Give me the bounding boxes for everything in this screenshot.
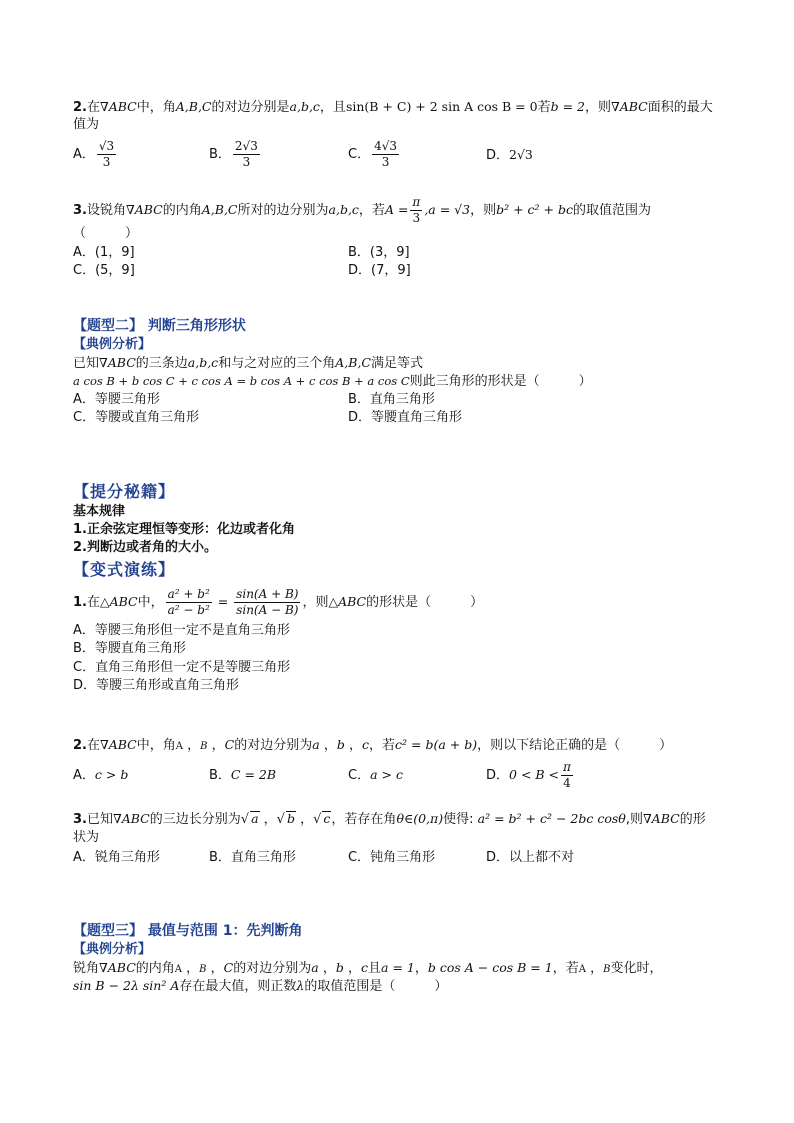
option-d: D．以上都不对 xyxy=(486,850,575,865)
option-a: A．(1，9] xyxy=(73,245,135,260)
option-c: C．钝角三角形 xyxy=(348,850,436,865)
expression: sin B − 2λ sin² A xyxy=(73,978,180,993)
option-b: B．等腰直角三角形 xyxy=(73,641,186,656)
type-3-question-line-1: 锐角∇ABC的内角A ，B ，C的对边分别为a ，b ，c且a = 1，b cos A − cos B = 1，若A ，B变化时， xyxy=(73,960,663,976)
practice-3-line-2: 状为 xyxy=(73,830,100,845)
option-b: B．(3，9] xyxy=(348,245,410,260)
option-a: A． $\frac{√3}{3}$ xyxy=(73,139,115,169)
type-2-question-line-2: a cos B + b cos C + c cos A = b cos A + c cos B + a cos C则此三角形的形状是（ ） xyxy=(73,374,592,389)
option-d: D．等腰三角形或直角三角形 xyxy=(73,678,240,693)
equation: c² = b(a + b) xyxy=(395,737,478,752)
type-3-question-line-2: sin B − 2λ sin² A存在最大值，则正数λ的取值范围是（ ） xyxy=(73,978,448,994)
option-d: D．(7，9] xyxy=(348,263,411,278)
question-3-line-1: 3.设锐角∇ABC的内角A,B,C所对的边分别为a,b,c，若A = $\frac{\pi}{3}$ ,a = √3，则b² + c² + bc的取值范围为 xyxy=(73,195,651,225)
question-number: 3. xyxy=(73,812,87,827)
tips-heading: 【提分秘籍】 xyxy=(73,482,176,501)
question-2-line-1: 2.在∇ABC中，角A,B,C的对边分别是a,b,c，且sin(B + C) + 2 sin A cos B = 0若b = 2，则∇ABC面积的最大 xyxy=(73,99,713,115)
option-a: A．c > b xyxy=(73,767,129,783)
option-a: A．等腰三角形但一定不是直角三角形 xyxy=(73,623,290,638)
rule-1: 1.正余弦定理恒等变形：化边或者化角 xyxy=(73,522,295,537)
option-a: A．锐角三角形 xyxy=(73,850,160,865)
answer-paren: （ ） xyxy=(73,226,139,241)
option-b: B．直角三角形 xyxy=(348,392,435,407)
option-c: C．a > c xyxy=(348,767,403,783)
practice-1-question: 1.在△ABC中， $\frac{\text{a² + b²}}{\text{a² − b²}}$ = $\frac{\sin(A + B)}{\sin(A - B)}$ ，则△ABC的形状是（ ） xyxy=(73,587,484,617)
option-a: A．等腰三角形 xyxy=(73,392,160,407)
option-c: C． $\frac{4√3}{3}$ xyxy=(348,139,397,169)
practice-3-line-1: 3.已知∇ABC的三边长分别为√ a ，√ b ，√ c，若存在角θ∈(0,π)使得: a² = b² + c² − 2bc cosθ,则∇ABC的形 xyxy=(73,811,706,827)
option-c: C．(5，9] xyxy=(73,263,135,278)
equation: sin(B + C) + 2 sin A cos B = 0 xyxy=(345,99,538,114)
option-c: C．直角三角形但一定不是等腰三角形 xyxy=(73,660,291,675)
practice-heading: 【变式演练】 xyxy=(73,560,176,579)
option-d: D．等腰直角三角形 xyxy=(348,410,463,425)
section-title-type-2: 【题型二】 判断三角形形状 xyxy=(73,318,246,334)
type-2-question-line-1: 已知∇ABC的三条边a,b,c和与之对应的三个角A,B,C满足等式 xyxy=(73,355,423,371)
question-2-line-2: 值为 xyxy=(73,117,100,132)
basic-rule-label: 基本规律 xyxy=(73,504,126,519)
option-d: D．2√3 xyxy=(486,147,533,163)
question-number: 3. xyxy=(73,203,87,218)
practice-2-question: 2.在∇ABC中，角A ，B ，C的对边分别为a ，b ，c，若c² = b(a + b)，则以下结论正确的是（ ） xyxy=(73,737,673,753)
equation: a cos B + b cos C + c cos A = b cos A + c cos B + a cos C xyxy=(73,374,410,388)
question-number: 2. xyxy=(73,738,87,753)
question-number: 2. xyxy=(73,100,87,115)
option-b: B．C = 2B xyxy=(209,767,277,783)
typical-analysis-heading: 【典例分析】 xyxy=(73,337,152,352)
section-title-type-3: 【题型三】 最值与范围 1：先判断角 xyxy=(73,923,303,939)
option-d: D．0 < B < $\frac{\pi}{4}$ xyxy=(486,760,571,790)
option-b: B．直角三角形 xyxy=(209,850,296,865)
question-number: 1. xyxy=(73,595,87,610)
option-b: B． $\frac{2√3}{3}$ xyxy=(209,139,258,169)
typical-analysis-heading: 【典例分析】 xyxy=(73,942,152,957)
rule-2: 2.判断边或者角的大小。 xyxy=(73,540,217,555)
option-c: C．等腰或直角三角形 xyxy=(73,410,200,425)
equation: a² = b² + c² − 2bc cosθ xyxy=(477,811,626,826)
